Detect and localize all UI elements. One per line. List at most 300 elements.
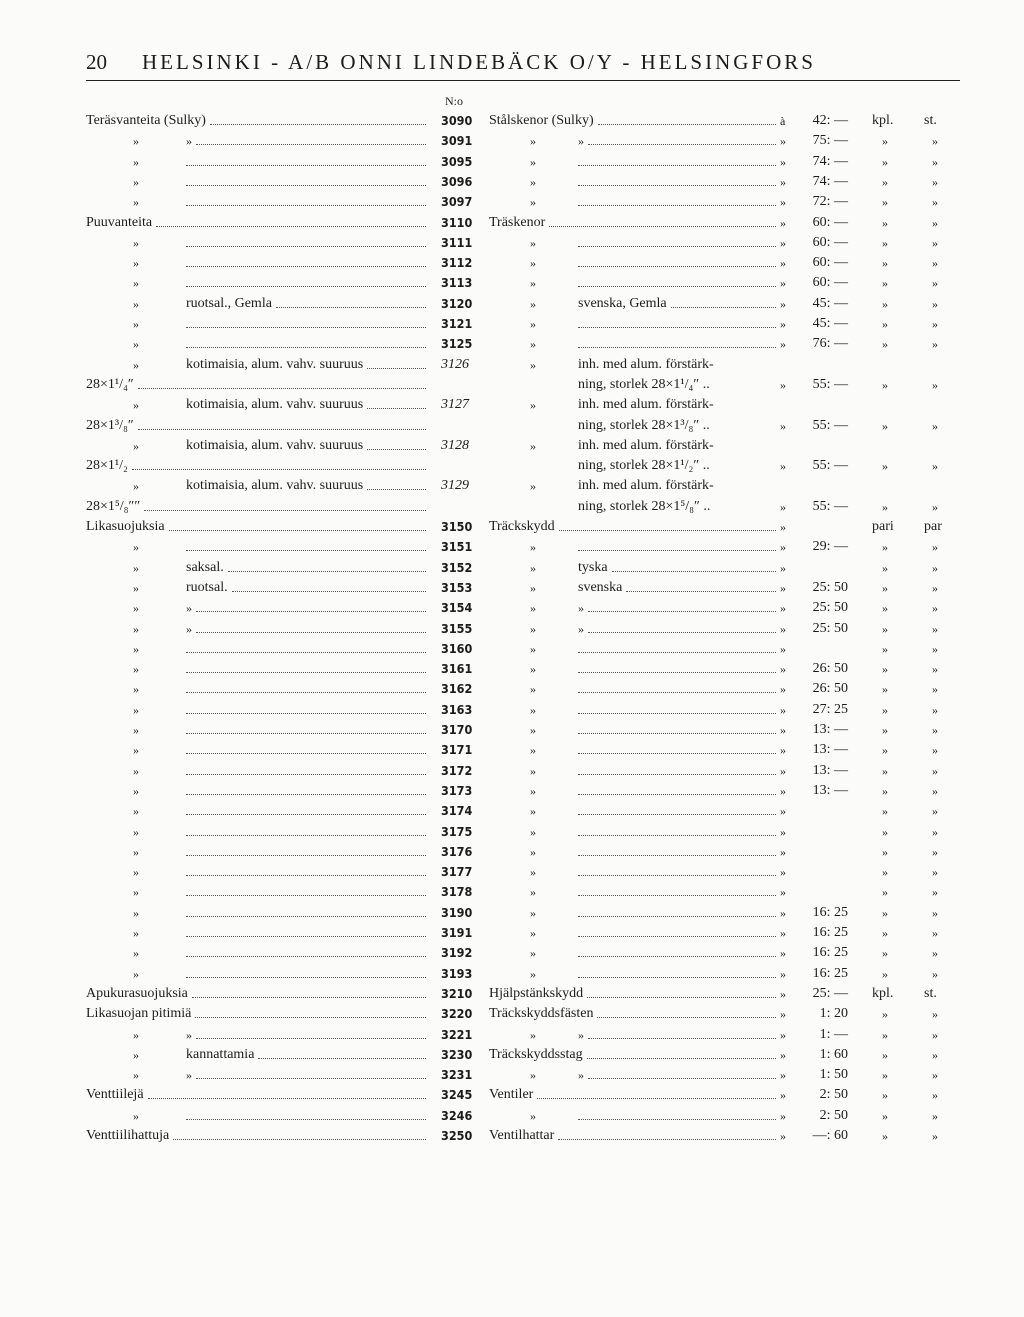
ditto-mark: » [133,946,139,961]
price-marker: » [780,256,786,271]
ditto-mark: » [133,682,139,697]
unit-fi: » [882,195,888,210]
finnish-description: ruotsal. [186,579,228,595]
swedish-description: inh. med alum. förstärk- [578,437,714,453]
ditto-mark: » [530,702,536,717]
finnish-description: 28×1³/₈″ [86,417,134,433]
ditto-mark: » [133,844,139,859]
swedish-description: Ventilhattar [489,1128,555,1143]
unit-fi: » [882,418,888,433]
price: 1: — [819,1026,848,1042]
leader-dots [588,1028,776,1039]
unit-fi: » [882,662,888,677]
unit-sv: » [932,459,938,474]
swedish-description: » [578,601,584,616]
unit-sv: » [932,865,938,880]
price: 60: — [812,275,848,291]
finnish-description: kotimaisia, alum. vahv. suuruus [186,478,364,494]
price-marker: » [780,601,786,616]
header-title: HELSINKI - A/B ONNI LINDEBÄCK O/Y - HELSINGFORS [142,50,816,74]
price-marker: » [780,662,786,677]
leader-dots [588,601,776,612]
leader-dots [196,601,426,612]
leader-dots [578,967,776,978]
leader-dots [138,378,426,389]
ditto-mark: » [133,783,139,798]
unit-fi: » [882,459,888,474]
ditto-mark: » [530,641,536,656]
ditto-mark: » [133,134,139,149]
ditto-mark: » [530,195,536,210]
unit-sv: » [932,134,938,149]
price-marker: » [780,885,786,900]
item-number: 3250 [441,1128,473,1143]
finnish-description: Venttiilihattuja [86,1128,170,1143]
item-number: 3110 [441,214,473,230]
leader-dots [186,337,426,348]
price-marker: » [780,580,786,595]
swedish-description: Stålskenor (Sulky) [489,113,594,128]
unit-sv: » [932,1129,938,1143]
ditto-mark: » [133,723,139,737]
unit-sv: » [932,317,938,331]
ditto-mark: » [530,885,536,900]
unit-fi: pari [872,519,894,534]
leader-dots [228,561,426,572]
leader-dots [196,1068,426,1079]
ditto-mark: » [530,723,536,737]
leader-dots [186,926,426,937]
unit-fi: » [882,580,888,595]
finnish-description: 28×1¹/₂ [86,458,128,474]
swedish-description: ning, storlek 28×1³/₈″ .. [578,417,710,433]
price: 2: 50 [819,1087,848,1103]
leader-dots [276,297,426,308]
unit-sv: par [924,519,942,534]
unit-sv: » [932,296,938,311]
ditto-mark: » [530,682,536,697]
leader-dots [587,987,776,998]
price-marker: » [780,763,786,778]
leader-dots [186,885,426,896]
finnish-description: 28×1¹/₄″ [86,376,134,392]
item-number: 3112 [441,255,473,271]
unit-fi: » [882,560,888,575]
page-number: 20 [86,50,107,74]
price: 55: — [812,417,848,433]
price: 13: — [812,742,848,758]
leader-dots [169,520,426,531]
item-number: 3173 [441,782,473,798]
item-number: 3162 [441,681,473,697]
price-marker: » [780,621,786,636]
price: 74: — [812,153,848,169]
price-marker: » [780,824,786,839]
swedish-description: inh. med alum. förstärk- [578,478,714,494]
price: 16: 25 [812,965,848,981]
leader-dots [210,114,426,125]
swedish-description: ning, storlek 28×1⁵/₈″ .. [578,498,711,514]
leader-dots [578,825,776,836]
price-marker: » [780,235,786,250]
leader-dots [156,216,426,227]
leader-dots [186,845,426,856]
finnish-description: ruotsal., Gemla [186,295,272,311]
unit-sv: » [932,580,938,595]
leader-dots [186,155,426,166]
price-marker: » [780,783,786,798]
item-number: 3245 [441,1087,473,1103]
ditto-mark: » [530,601,536,616]
price-marker: » [780,520,786,534]
finnish-description: kotimaisia, alum. vahv. suuruus [186,437,364,453]
item-number: 3171 [441,742,473,758]
ditto-mark: » [530,357,536,372]
price-marker: » [780,844,786,859]
unit-fi: » [882,621,888,636]
finnish-description: » [186,601,192,616]
item-number: 3170 [441,722,473,737]
unit-fi: » [882,723,888,737]
unit-sv: » [932,154,938,169]
finnish-description: kotimaisia, alum. vahv. suuruus [186,356,364,372]
leader-dots [232,581,426,592]
leader-dots [578,885,776,896]
leader-dots [192,987,426,998]
ditto-mark: » [133,398,139,413]
leader-dots [578,195,776,206]
leader-dots [578,642,776,653]
unit-fi: » [882,317,888,331]
unit-sv: » [932,560,938,575]
unit-sv: » [932,662,938,677]
leader-dots [578,804,776,815]
leader-dots [186,236,426,247]
unit-fi: » [882,1047,888,1062]
finnish-description: kotimaisia, alum. vahv. suuruus [186,397,364,413]
ditto-mark: » [133,621,139,636]
unit-fi: » [882,134,888,149]
item-number: 3121 [441,316,473,331]
price-marker: » [780,215,786,230]
ditto-mark: » [530,235,536,250]
swedish-description: » [578,134,584,149]
item-number: 3127 [441,397,469,413]
swedish-description: tyska [578,559,608,575]
unit-fi: » [882,824,888,839]
swedish-description: svenska, Gemla [578,295,667,311]
swedish-description: ning, storlek 28×1¹/₄″ .. [578,376,710,392]
ditto-mark: » [530,154,536,169]
item-number: 3177 [441,864,473,880]
item-number: 3113 [441,275,473,291]
leader-dots [186,967,426,978]
unit-fi: » [882,783,888,798]
leader-dots [587,1048,776,1059]
price: 13: — [812,722,848,737]
unit-fi: » [882,601,888,616]
ditto-mark: » [133,662,139,677]
swedish-description: inh. med alum. förstärk- [578,397,714,413]
swedish-description: Träskenor [489,214,546,230]
ditto-mark: » [133,702,139,717]
leader-dots [578,540,776,551]
price-marker: » [780,418,786,433]
price-marker: » [780,1007,786,1022]
unit-fi: » [882,844,888,859]
unit-sv: » [932,1007,938,1022]
price: 55: — [812,376,848,392]
unit-fi: » [882,865,888,880]
price-marker: » [780,540,786,555]
item-number: 3096 [441,173,473,189]
ditto-mark: » [530,905,536,920]
ditto-mark: » [133,479,139,494]
leader-dots [367,439,426,450]
unit-sv: » [932,763,938,778]
unit-fi: » [882,702,888,717]
ditto-mark: » [133,195,139,210]
ditto-mark: » [133,865,139,880]
ditto-mark: » [133,601,139,616]
item-number: 3192 [441,945,473,961]
unit-sv: » [932,1108,938,1123]
leader-dots [578,703,776,714]
unit-fi: » [882,966,888,981]
price-marker: » [780,154,786,169]
price: 1: 20 [819,1006,848,1022]
price: 60: — [812,214,848,230]
leader-dots [186,662,426,673]
leader-dots [186,703,426,714]
unit-sv: st. [924,985,937,1001]
ditto-mark: » [133,580,139,595]
unit-fi: » [882,337,888,352]
ditto-mark: » [530,560,536,575]
unit-sv: » [932,1068,938,1083]
unit-fi: kpl. [872,985,894,1001]
ditto-mark: » [530,540,536,555]
item-number: 3120 [441,295,473,311]
price-marker: » [780,723,786,737]
unit-fi: » [882,154,888,169]
item-number: 3129 [441,478,469,494]
finnish-description: 28×1⁵/₈″″ [86,498,141,514]
leader-dots [186,906,426,917]
unit-sv: » [932,844,938,859]
unit-sv: » [932,377,938,392]
leader-dots [196,1028,426,1039]
ditto-mark: » [133,641,139,656]
unit-fi: » [882,885,888,900]
price-marker: » [780,682,786,697]
ditto-mark: » [530,763,536,778]
leader-dots [578,865,776,876]
price-marker: » [780,1047,786,1062]
price-marker: » [780,1108,786,1123]
leader-dots [196,622,426,633]
swedish-description: Ventiler [489,1087,534,1103]
unit-sv: » [932,723,938,737]
item-number: 3111 [441,234,473,250]
price: 45: — [812,316,848,331]
item-number: 3178 [441,884,473,900]
leader-dots [549,216,776,227]
unit-fi: » [882,215,888,230]
leader-dots [186,743,426,754]
unit-fi: » [882,276,888,291]
leader-dots [578,946,776,957]
leader-dots [186,682,426,693]
leader-dots [588,1068,776,1079]
price: 29: — [812,539,848,555]
unit-sv: st. [924,113,937,128]
item-number: 3190 [441,904,473,920]
ditto-mark: » [133,763,139,778]
unit-sv: » [932,621,938,636]
item-number: 3151 [441,539,473,555]
leader-dots [258,1048,426,1059]
leader-dots [598,114,776,125]
unit-sv: » [932,256,938,271]
ditto-mark: » [530,134,536,149]
unit-sv: » [932,905,938,920]
ditto-mark: » [133,905,139,920]
leader-dots [578,256,776,267]
leader-dots [186,946,426,957]
unit-fi: kpl. [872,113,894,128]
unit-sv: » [932,276,938,291]
leader-dots [578,906,776,917]
item-number: 3210 [441,985,473,1001]
item-number: 3126 [441,356,469,372]
ditto-mark: » [133,824,139,839]
unit-sv: » [932,1047,938,1062]
finnish-description: Likasuojuksia [86,519,165,534]
price-marker: » [780,865,786,880]
leader-dots [186,256,426,267]
unit-fi: » [882,235,888,250]
unit-sv: » [932,885,938,900]
ditto-mark: » [530,580,536,595]
ditto-mark: » [530,621,536,636]
leader-dots [578,236,776,247]
price-marker: à [780,114,786,128]
finnish-description: Teräsvanteita (Sulky) [86,113,206,128]
ditto-mark: » [530,865,536,880]
leader-dots [578,662,776,673]
price-marker: » [780,560,786,575]
price: 75: — [812,133,848,149]
finnish-description: » [186,1068,192,1083]
price-marker: » [780,905,786,920]
ditto-mark: » [530,398,536,413]
item-number: 3221 [441,1026,473,1042]
leader-dots [578,175,776,186]
price: 26: 50 [812,681,848,697]
ditto-mark: » [530,824,536,839]
ditto-mark: » [530,966,536,981]
leader-dots [144,500,426,511]
leader-dots [138,419,426,430]
page-header [86,50,960,80]
price-marker: » [780,134,786,149]
item-number: 3172 [441,762,473,778]
ditto-mark: » [133,885,139,900]
ditto-mark: » [133,256,139,271]
price: 25: 50 [812,620,848,636]
item-number: 3246 [441,1107,473,1123]
ditto-mark: » [133,1047,139,1062]
unit-sv: » [932,783,938,798]
leader-dots [578,337,776,348]
price-marker: » [780,804,786,819]
item-number: 3193 [441,965,473,981]
unit-sv: » [932,702,938,717]
leader-dots [578,1109,776,1120]
price: 16: 25 [812,945,848,961]
ditto-mark: » [133,1027,139,1042]
price: 55: — [812,498,848,514]
swedish-description: » [578,621,584,636]
swedish-description: svenska [578,579,623,595]
price-marker: » [780,743,786,758]
leader-dots [578,743,776,754]
ditto-mark: » [530,438,536,453]
finnish-description: Venttiilejä [86,1087,144,1103]
swedish-description: Träckskyddsfästen [489,1006,594,1022]
item-number: 3154 [441,600,473,616]
unit-sv: » [932,743,938,758]
leader-dots [588,134,776,145]
item-number: 3097 [441,194,473,210]
leader-dots [671,297,776,308]
finnish-description: Apukurasuojuksia [86,985,188,1001]
ditto-mark: » [133,540,139,555]
item-number: 3125 [441,336,473,352]
item-number: 3160 [441,640,473,656]
unit-fi: » [882,1007,888,1022]
ditto-mark: » [133,296,139,311]
unit-sv: » [932,337,938,352]
price: 74: — [812,173,848,189]
unit-fi: » [882,1129,888,1143]
swedish-description: Hjälpstänkskydd [489,985,584,1001]
finnish-description: saksal. [186,559,224,575]
leader-dots [186,276,426,287]
header-rule [86,80,960,81]
unit-fi: » [882,499,888,514]
price-marker: » [780,1129,786,1143]
price: 26: 50 [812,661,848,677]
ditto-mark: » [530,479,536,494]
swedish-description: » [578,1027,584,1042]
unit-fi: » [882,682,888,697]
ditto-mark: » [133,174,139,189]
leader-dots [132,459,426,470]
leader-dots [186,195,426,206]
leader-dots [186,865,426,876]
unit-fi: » [882,905,888,920]
leader-dots [578,764,776,775]
unit-sv: » [932,926,938,940]
item-number: 3150 [441,519,473,534]
ditto-mark: » [133,317,139,331]
swedish-description: inh. med alum. förstärk- [578,356,714,372]
price: 2: 50 [819,1107,848,1123]
ditto-mark: » [530,276,536,291]
ditto-mark: » [530,317,536,331]
